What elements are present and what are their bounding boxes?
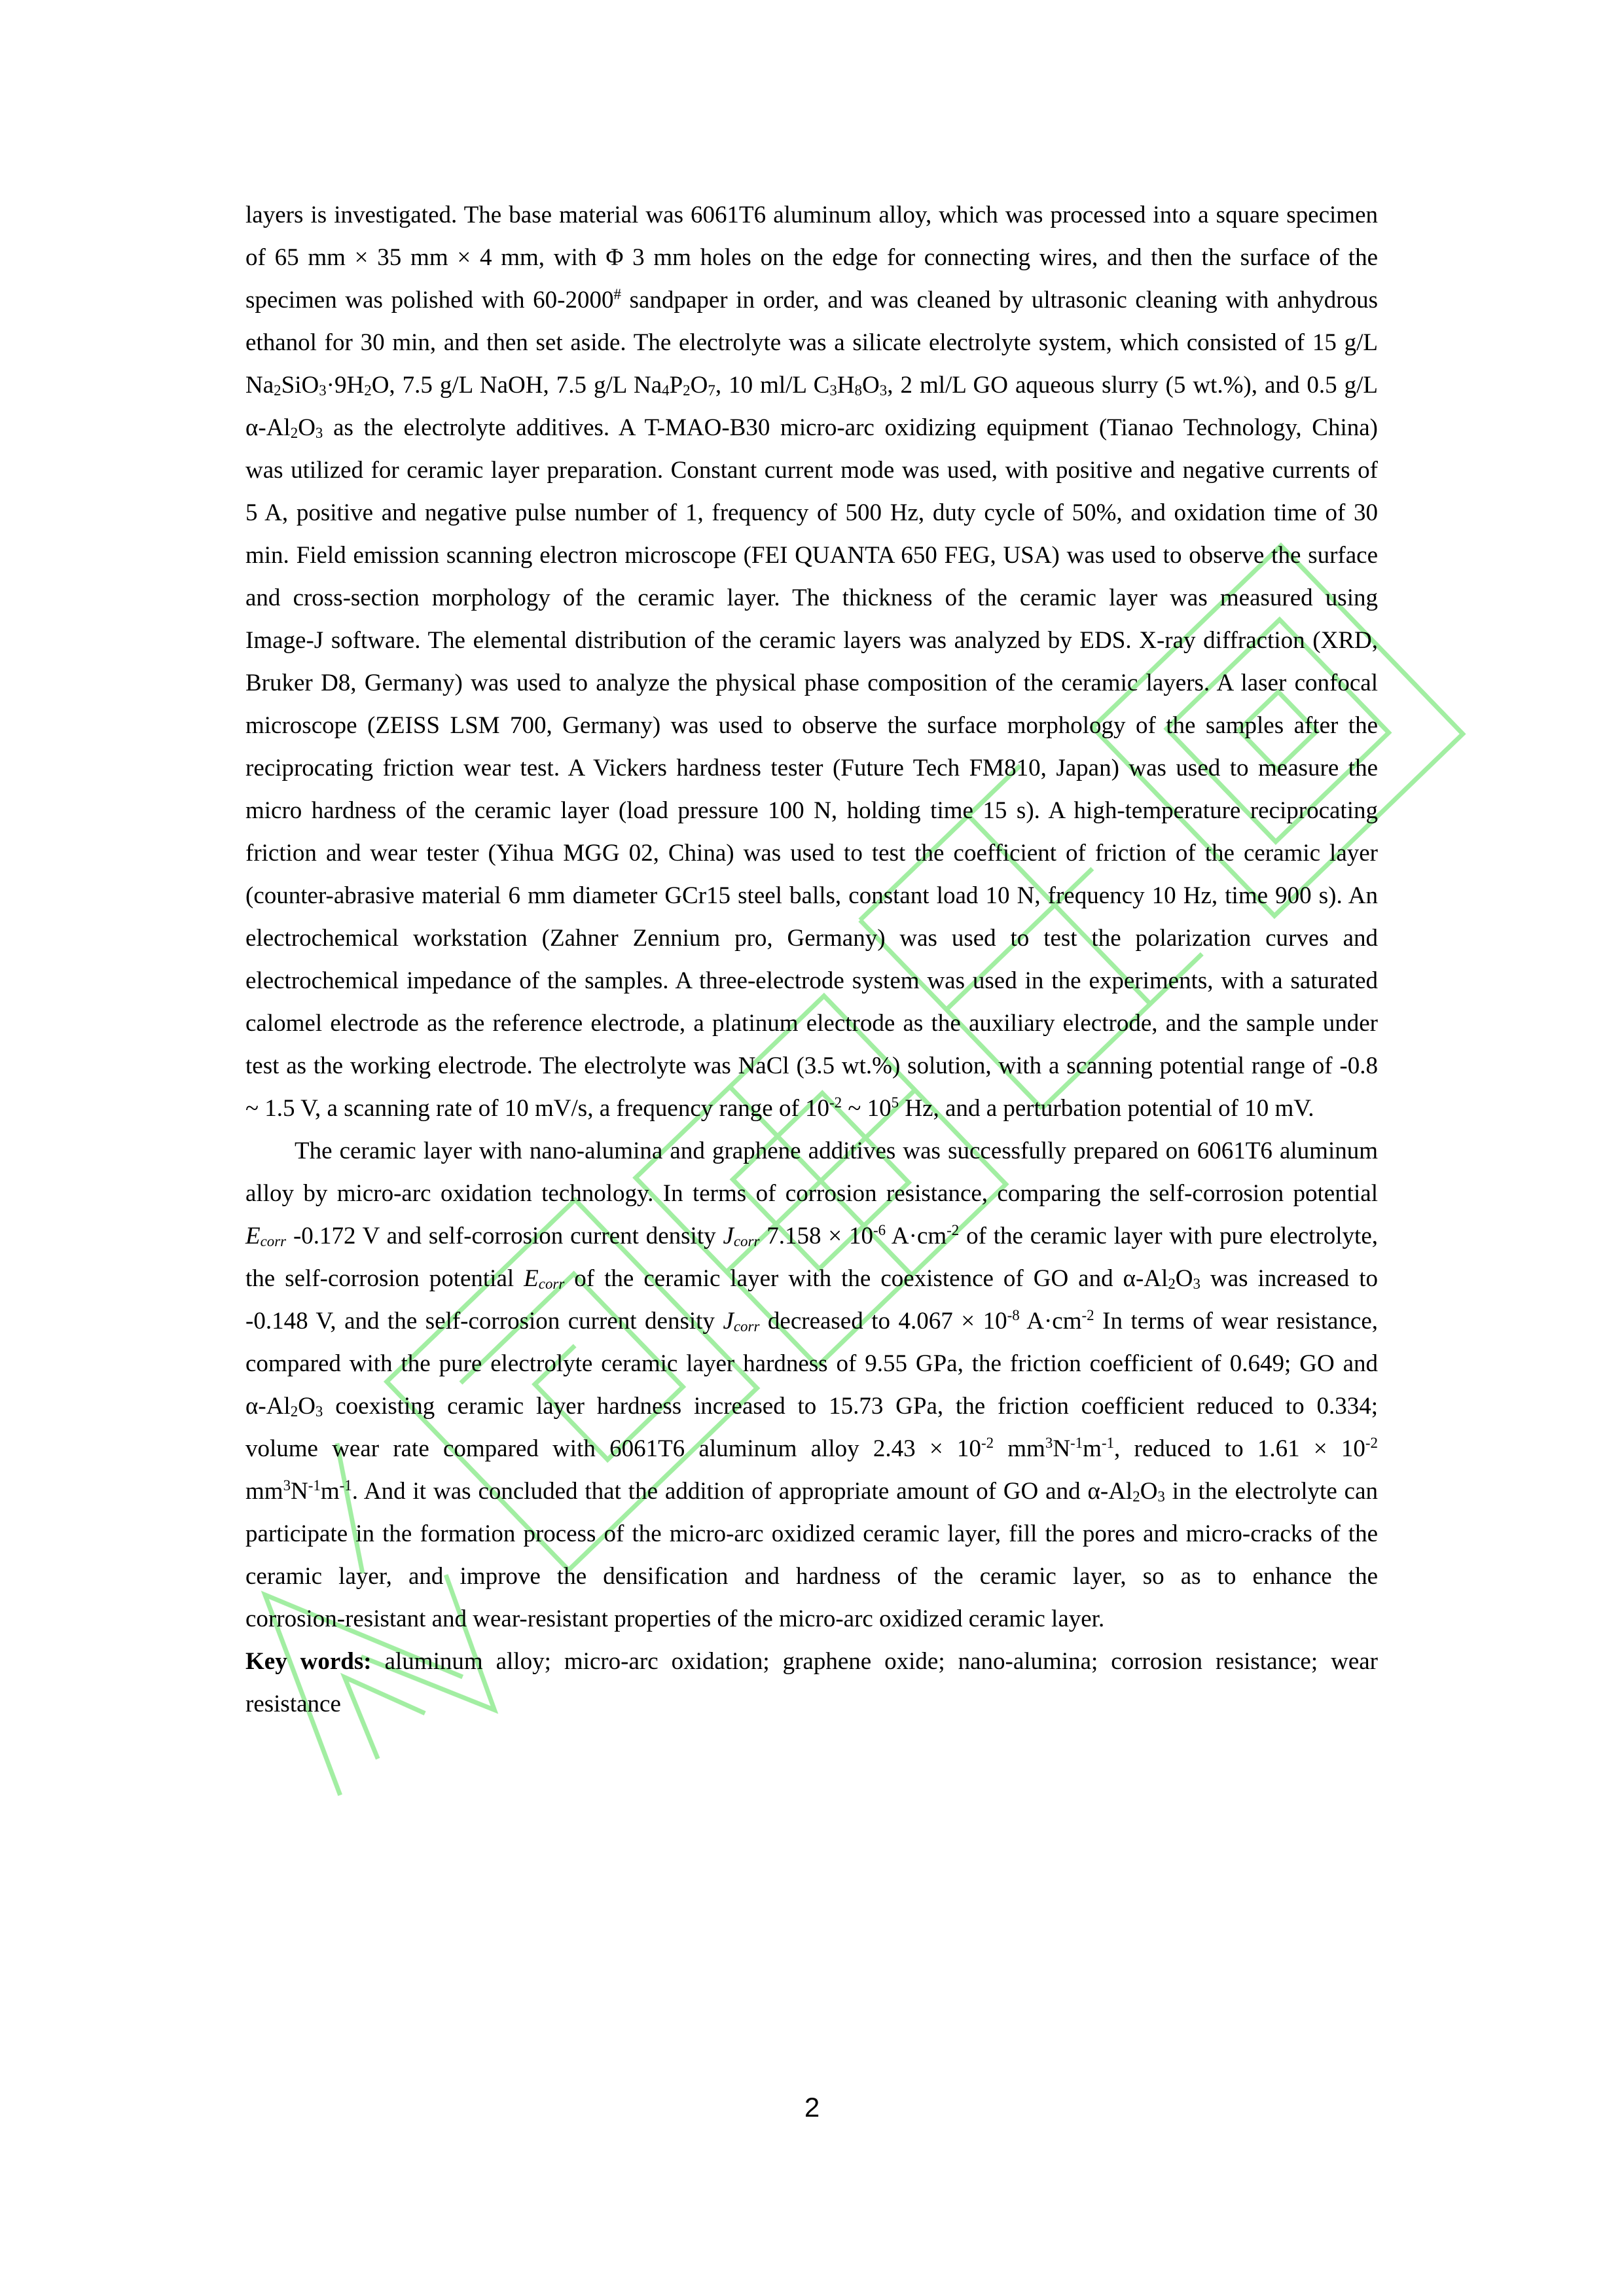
text-line: corrosion-resistant and wear-resistant properties of the micro-arc oxidized ceramic layer. bbox=[245, 1605, 1105, 1632]
text-line: min. Field emission scanning electron microscope (FEI QUANTA 650 FEG, USA) was used to observe the surface bbox=[245, 542, 1378, 569]
text-line: electrochemical workstation (Zahner Zennium pro, Germany) was used to test the polarization curves and bbox=[245, 925, 1378, 952]
page-number: 2 bbox=[804, 2092, 820, 2123]
text-line: layers is investigated. The base material was 6061T6 aluminum alloy, which was processed into a square specimen bbox=[245, 202, 1378, 228]
text-line: the self-corrosion potential $E_{corr}$ of the ceramic layer with the coexistence of GO and $\alpha-Al_2O_3$ was increased to bbox=[245, 1265, 1379, 1293]
text-line: participate in the formation process of the micro-arc oxidized ceramic layer, fill the pores and micro-cracks of the bbox=[245, 1520, 1378, 1547]
text-line: alloy by micro-arc oxidation technology. In terms of corrosion resistance, comparing the self-corrosion potential bbox=[245, 1180, 1378, 1207]
text-line: calomel electrode as the reference electrode, a platinum electrode as the auxiliary electrode, and the sample under bbox=[245, 1010, 1378, 1037]
text-line: resistance bbox=[245, 1691, 341, 1717]
text-line: -0.148 V, and the self-corrosion current density $J_{corr}$ decreased to $4.067 \times 10^{-8}$ $A\cdot cm^{-2}$ In terms of wear resistance, bbox=[245, 1307, 1379, 1335]
text-line: micro hardness of the ceramic layer (load pressure 100 N, holding time 15 s). A high-temperature reciprocating bbox=[245, 797, 1378, 824]
text-line: ethanol for 30 min, and then set aside. The electrolyte was a silicate electrolyte system, which consisted of 15 g/L bbox=[245, 329, 1378, 356]
text-line: The ceramic layer with nano-alumina and graphene additives was successfully prepared on 6061T6 aluminum bbox=[295, 1138, 1378, 1164]
text-line: test as the working electrode. The electrolyte was NaCl (3.5 wt.%) solution, with a scanning potential range of -0.8 bbox=[245, 1052, 1378, 1079]
text-line: electrochemical impedance of the samples. A three-electrode system was used in the experiments, with a saturated bbox=[245, 967, 1378, 994]
text-line: $Na_2SiO_3\cdot 9H_2O$, 7.5 g/L NaOH, 7.5 g/L $Na_4P_2O_7$, 10 ml/L $C_3H_8O_3$, 2 ml/L GO aqueous slurry (5 wt.%), and 0.5 g/L bbox=[245, 372, 1378, 399]
text-line: ceramic layer, and improve the densification and hardness of the ceramic layer, so as to enhance the bbox=[245, 1563, 1378, 1590]
text-line: $\alpha-Al_2O_3$ as the electrolyte additives. A T-MAO-B30 micro-arc oxidizing equipment (Tianao Technology, China) bbox=[245, 414, 1378, 442]
text-line: 5 A, positive and negative pulse number of 1, frequency of 500 Hz, duty cycle of 50%, and oxidation time of 30 bbox=[245, 499, 1378, 526]
text-line: compared with the pure electrolyte ceramic layer hardness of 9.55 GPa, the friction coefficient of 0.649; GO and bbox=[245, 1350, 1378, 1377]
text-line: $mm^3N^{-1}m^{-1}$. And it was concluded that the addition of appropriate amount of GO and $\alpha-Al_2O_3$ in the electrolyte can bbox=[245, 1477, 1378, 1505]
text-line: (counter-abrasive material 6 mm diameter GCr15 steel balls, constant load 10 N, frequency 10 Hz, time 900 s). An bbox=[245, 882, 1378, 909]
text-line: microscope (ZEISS LSM 700, Germany) was used to observe the surface morphology of the samples after the bbox=[245, 712, 1378, 739]
text-line: was utilized for ceramic layer preparation. Constant current mode was used, with positive and negative currents of bbox=[245, 457, 1378, 484]
text-line: $E_{corr}$ -0.172 V and self-corrosion current density $J_{corr}$ $7.158 \times 10^{-6}$ $A\cdot cm^{-2}$ of the ceramic layer with pure electrolyte, bbox=[245, 1222, 1378, 1250]
text-line: and cross-section morphology of the ceramic layer. The thickness of the ceramic layer was measured using bbox=[245, 584, 1378, 611]
text-line: friction and wear tester (Yihua MGG 02, China) was used to test the coefficient of friction of the ceramic layer bbox=[245, 840, 1378, 867]
text-line: Bruker D8, Germany) was used to analyze the physical phase composition of the ceramic layers. A laser confocal bbox=[245, 670, 1378, 696]
text-line: specimen was polished with 60-2000# sandpaper in order, and was cleaned by ultrasonic cleaning with anhydrous bbox=[245, 286, 1379, 314]
text-line: Key words: aluminum alloy; micro-arc oxidation; graphene oxide; nano-alumina; corrosion resistance; wear bbox=[245, 1648, 1378, 1675]
text-line: ~ 1.5 V, a scanning rate of 10 mV/s, a frequency range of $10^{-2}$ ~ $10^5$ Hz, and a perturbation potential of 10 mV. bbox=[245, 1094, 1314, 1122]
text-line: $\alpha-Al_2O_3$ coexisting ceramic layer hardness increased to 15.73 GPa, the friction coefficient reduced to 0.334; bbox=[245, 1393, 1378, 1420]
text-line: reciprocating friction wear test. A Vickers hardness tester (Future Tech FM810, Japan) was used to measure the bbox=[245, 755, 1378, 781]
abstract-text bbox=[245, 194, 1378, 1725]
text-line: volume wear rate compared with 6061T6 aluminum alloy $2.43 \times 10^{-2}$ $mm^3N^{-1}m^{-1}$, reduced to $1.61 \times 10^{-2}$ bbox=[245, 1435, 1379, 1462]
text-line: Image-J software. The elemental distribution of the ceramic layers was analyzed by EDS. X-ray diffraction (XRD, bbox=[245, 627, 1378, 654]
text-line: of 65 mm × 35 mm × 4 mm, with Φ 3 mm holes on the edge for connecting wires, and then the surface of the bbox=[245, 244, 1378, 271]
